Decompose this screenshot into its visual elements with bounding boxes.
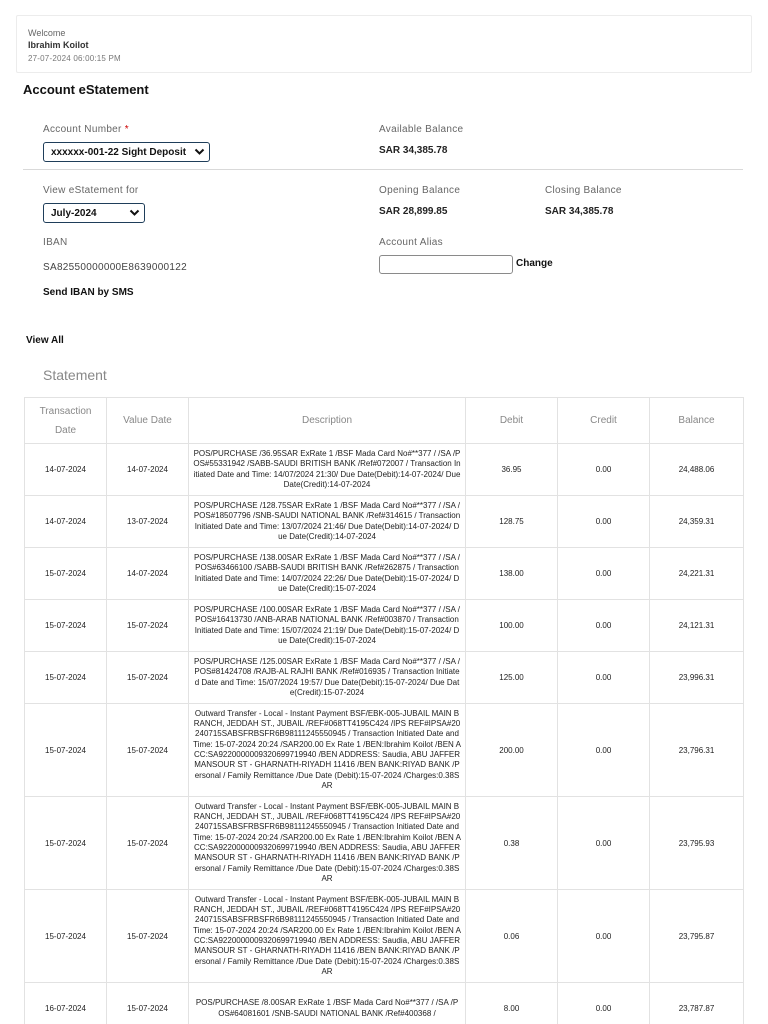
- view-all-link[interactable]: View All: [26, 335, 64, 346]
- table-row: [25, 890, 744, 983]
- cell-credit: 0.00: [558, 797, 650, 890]
- table-header-row: [25, 398, 744, 444]
- cell-value-date: 13-07-2024: [107, 496, 189, 548]
- send-iban-sms-link[interactable]: Send IBAN by SMS: [43, 287, 134, 298]
- statement-table: [24, 397, 744, 1024]
- cell-transaction-date: 15-07-2024: [25, 652, 107, 704]
- required-mark: *: [124, 124, 129, 135]
- cell-value-date: 15-07-2024: [107, 600, 189, 652]
- chevron-down-icon: [189, 143, 209, 161]
- welcome-label: Welcome: [28, 28, 66, 38]
- closing-balance-value: SAR 34,385.78: [545, 206, 614, 217]
- cell-debit: 0.06: [466, 890, 558, 983]
- statement-table-wrap: [24, 397, 743, 1024]
- cell-debit: 8.00: [466, 983, 558, 1024]
- statement-month-select[interactable]: [43, 203, 145, 223]
- cell-transaction-date: 15-07-2024: [25, 600, 107, 652]
- cell-debit: 138.00: [466, 548, 558, 600]
- iban-value: SA82550000000E8639000122: [43, 262, 188, 273]
- table-row: [25, 983, 744, 1024]
- cell-value-date: 15-07-2024: [107, 652, 189, 704]
- cell-balance: 24,488.06: [650, 444, 744, 496]
- table-row: [25, 600, 744, 652]
- cell-balance: 23,795.93: [650, 797, 744, 890]
- cell-credit: 0.00: [558, 444, 650, 496]
- cell-credit: 0.00: [558, 600, 650, 652]
- login-datetime: 27-07-2024 06:00:15 PM: [28, 54, 121, 63]
- cell-transaction-date: 15-07-2024: [25, 797, 107, 890]
- table-row: [25, 704, 744, 797]
- cell-transaction-date: 14-07-2024: [25, 496, 107, 548]
- page-title: Account eStatement: [23, 82, 149, 97]
- account-number-selected: xxxxxx-001-22 Sight Deposit: [51, 146, 187, 158]
- cell-debit: 0.38: [466, 797, 558, 890]
- table-row: [25, 797, 744, 890]
- view-statement-for-label: View eStatement for: [43, 185, 139, 196]
- iban-label: IBAN: [43, 237, 68, 248]
- cell-description: Outward Transfer - Local - Instant Payment BSF/EBK-005-JUBAIL MAIN BRANCH, JEDDAH ST., JUBAIL /REF#068TT4195C424 /IPS REF#IPSA#20240715SABSFRBSFR6B98111245550945 / Transaction Initiated Date and Time: 15-07-2024 20:24 /SAR200.00 Ex Rate 1 /BEN:Ibrahim Koilot /BEN ACC:SA9220000009320699719940 /BEN ADDRESS: Saudia, ABU JAFFER MANSOUR ST - GHARNATH-RIYADH 11416 /BEN BANK:RIYAD BANK /Personal / Family Remittance /Due Date (Debit):15-07-2024 /Charges:0.38SAR: [189, 797, 466, 890]
- column-header-transaction-date[interactable]: Transaction Date: [25, 398, 107, 444]
- cell-transaction-date: 14-07-2024: [25, 444, 107, 496]
- cell-description: POS/PURCHASE /138.00SAR ExRate 1 /BSF Mada Card No#**377 / /SA /POS#63466100 /SABB-SAUDI BRITISH BANK /Ref#262875 / Transaction Initiated Date and Time: 14/07/2024 22:26/ Due Date(Debit):15-07-2024/ Due Date(Credit):15-07-2024: [189, 548, 466, 600]
- account-alias-input[interactable]: [379, 255, 513, 274]
- cell-value-date: 14-07-2024: [107, 444, 189, 496]
- cell-debit: 128.75: [466, 496, 558, 548]
- cell-transaction-date: 15-07-2024: [25, 548, 107, 600]
- cell-balance: 23,795.87: [650, 890, 744, 983]
- statement-title: Statement: [43, 367, 107, 383]
- chevron-down-icon: [124, 204, 144, 222]
- cell-credit: 0.00: [558, 652, 650, 704]
- cell-balance: 23,787.87: [650, 983, 744, 1024]
- cell-value-date: 15-07-2024: [107, 983, 189, 1024]
- cell-debit: 100.00: [466, 600, 558, 652]
- statement-month-selected: July-2024: [51, 207, 97, 219]
- cell-value-date: 15-07-2024: [107, 890, 189, 983]
- table-row: [25, 548, 744, 600]
- cell-description: POS/PURCHASE /36.95SAR ExRate 1 /BSF Mada Card No#**377 / /SA /POS#55331942 /SABB-SAUDI BRITISH BANK /Ref#072007 / Transaction Initiated Date and Time: 14/07/2024 21:30/ Due Date(Debit):14-07-2024/ Due Date(Credit):14-07-2024: [189, 444, 466, 496]
- account-number-label: Account Number *: [43, 124, 129, 135]
- change-alias-link[interactable]: Change: [516, 258, 553, 269]
- cell-credit: 0.00: [558, 496, 650, 548]
- table-row: [25, 652, 744, 704]
- column-header-balance[interactable]: Balance: [650, 398, 744, 444]
- opening-balance-value: SAR 28,899.85: [379, 206, 448, 217]
- cell-description: Outward Transfer - Local - Instant Payment BSF/EBK-005-JUBAIL MAIN BRANCH, JEDDAH ST., JUBAIL /REF#068TT4195C424 /IPS REF#IPSA#20240715SABSFRBSFR6B98111245550945 / Transaction Initiated Date and Time: 15-07-2024 20:24 /SAR200.00 Ex Rate 1 /BEN:Ibrahim Koilot /BEN ACC:SA9220000009320699719940 /BEN ADDRESS: Saudia, ABU JAFFER MANSOUR ST - GHARNATH-RIYADH 11416 /BEN BANK:RIYAD BANK /Personal / Family Remittance /Due Date (Debit):15-07-2024 /Charges:0.38SAR: [189, 704, 466, 797]
- cell-debit: 200.00: [466, 704, 558, 797]
- cell-debit: 36.95: [466, 444, 558, 496]
- cell-description: POS/PURCHASE /100.00SAR ExRate 1 /BSF Mada Card No#**377 / /SA /POS#16413730 /ANB-ARAB NATIONAL BANK /Ref#003870 / Transaction Initiated Date and Time: 15/07/2024 21:19/ Due Date(Debit):15-07-2024/ Due Date(Credit):15-07-2024: [189, 600, 466, 652]
- cell-balance: 23,996.31: [650, 652, 744, 704]
- opening-balance-label: Opening Balance: [379, 185, 461, 196]
- cell-balance: 24,221.31: [650, 548, 744, 600]
- table-row: [25, 444, 744, 496]
- available-balance-label: Available Balance: [379, 124, 464, 135]
- column-header-credit[interactable]: Credit: [558, 398, 650, 444]
- column-header-description[interactable]: Description: [189, 398, 466, 444]
- welcome-card: [16, 15, 752, 73]
- closing-balance-label: Closing Balance: [545, 185, 622, 196]
- cell-transaction-date: 16-07-2024: [25, 983, 107, 1024]
- cell-balance: 23,796.31: [650, 704, 744, 797]
- column-header-debit[interactable]: Debit: [466, 398, 558, 444]
- cell-credit: 0.00: [558, 548, 650, 600]
- cell-transaction-date: 15-07-2024: [25, 704, 107, 797]
- cell-value-date: 15-07-2024: [107, 797, 189, 890]
- cell-description: POS/PURCHASE /128.75SAR ExRate 1 /BSF Mada Card No#**377 / /SA /POS#18507796 /SNB-SAUDI NATIONAL BANK /Ref#314615 / Transaction Initiated Date and Time: 13/07/2024 21:46/ Due Date(Debit):14-07-2024/ Due Date(Credit):14-07-2024: [189, 496, 466, 548]
- table-row: [25, 496, 744, 548]
- account-number-select[interactable]: [43, 142, 210, 162]
- section-divider: [23, 169, 743, 170]
- cell-credit: 0.00: [558, 890, 650, 983]
- cell-transaction-date: 15-07-2024: [25, 890, 107, 983]
- cell-balance: 24,359.31: [650, 496, 744, 548]
- cell-balance: 24,121.31: [650, 600, 744, 652]
- cell-value-date: 14-07-2024: [107, 548, 189, 600]
- user-name: Ibrahim Koilot: [28, 40, 89, 50]
- cell-description: POS/PURCHASE /8.00SAR ExRate 1 /BSF Mada Card No#**377 / /SA /POS#64081601 /SNB-SAUDI NATIONAL BANK /Ref#400368 /: [189, 983, 466, 1024]
- cell-debit: 125.00: [466, 652, 558, 704]
- column-header-value-date[interactable]: Value Date: [107, 398, 189, 444]
- cell-description: Outward Transfer - Local - Instant Payment BSF/EBK-005-JUBAIL MAIN BRANCH, JEDDAH ST., JUBAIL /REF#068TT4195C424 /IPS REF#IPSA#20240715SABSFRBSFR6B98111245550945 / Transaction Initiated Date and Time: 15-07-2024 20:24 /SAR200.00 Ex Rate 1 /BEN:Ibrahim Koilot /BEN ACC:SA9220000009320699719940 /BEN ADDRESS: Saudia, ABU JAFFER MANSOUR ST - GHARNATH-RIYADH 11416 /BEN BANK:RIYAD BANK /Personal / Family Remittance /Due Date (Debit):15-07-2024 /Charges:0.38SAR: [189, 890, 466, 983]
- available-balance-value: SAR 34,385.78: [379, 145, 448, 156]
- account-alias-label: Account Alias: [379, 237, 443, 248]
- cell-value-date: 15-07-2024: [107, 704, 189, 797]
- cell-credit: 0.00: [558, 704, 650, 797]
- cell-credit: 0.00: [558, 983, 650, 1024]
- cell-description: POS/PURCHASE /125.00SAR ExRate 1 /BSF Mada Card No#**377 / /SA /POS#81424708 /RAJB-AL RAJHI BANK /Ref#016935 / Transaction Initiated Date and Time: 15/07/2024 19:57/ Due Date(Debit):15-07-2024/ Due Date(Credit):15-07-2024: [189, 652, 466, 704]
